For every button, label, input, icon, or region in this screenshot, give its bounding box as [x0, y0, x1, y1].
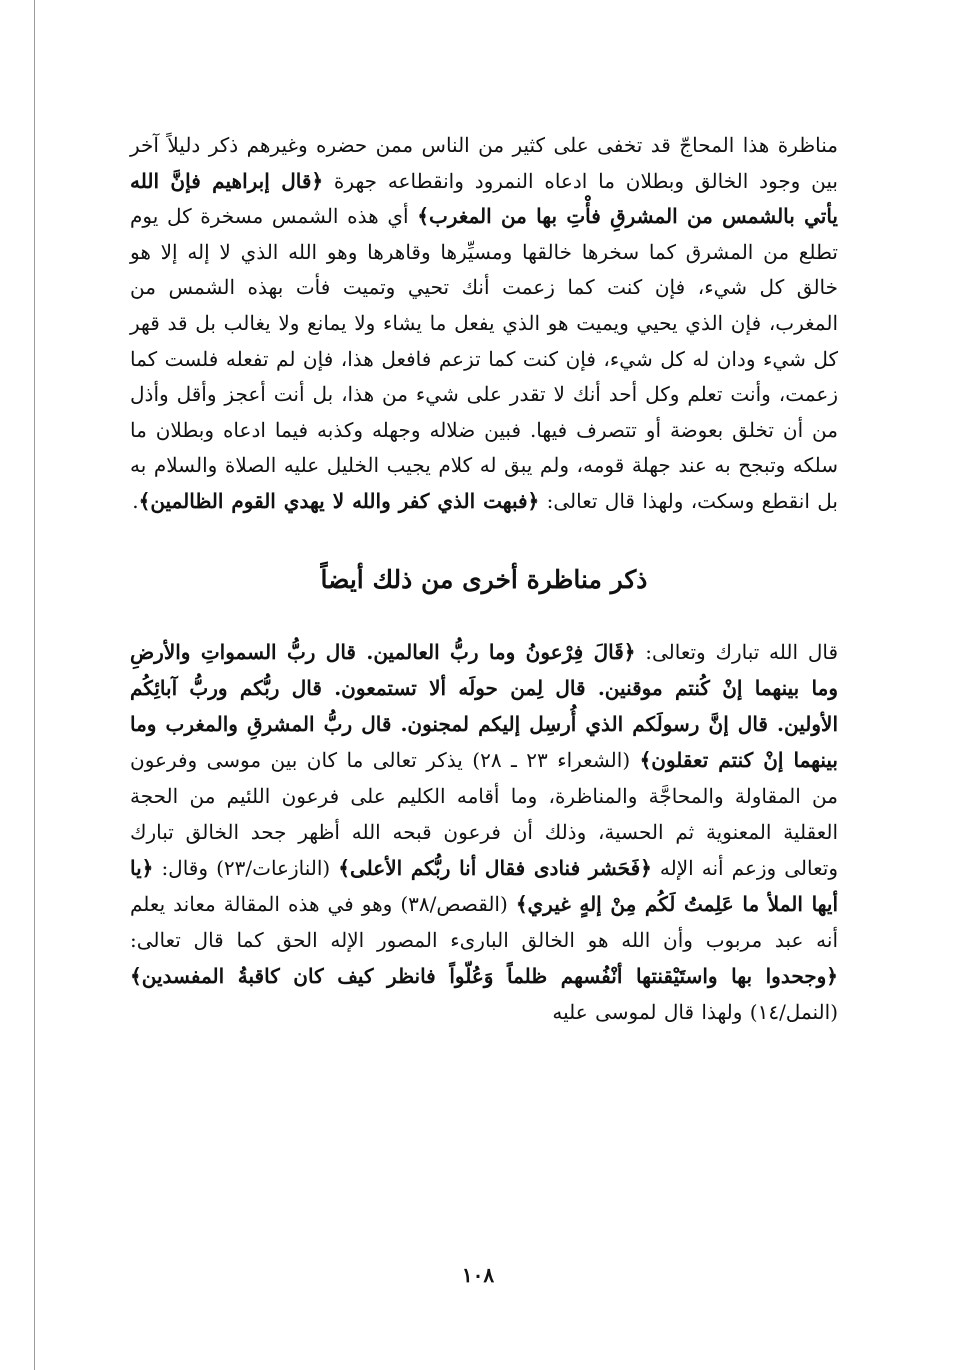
quran-quote: ﴿وجحدوا بها واستَيْقنتها أنْفُسهم ظلماً وَعُلّواً فانظر كيف كان كاقبةُ المفسدين﴾	[130, 963, 838, 988]
quran-quote: ﴿فبهت الذي كفر والله لا يهدي القوم الظالمين﴾	[138, 488, 540, 513]
paragraph-text: (القصص/٣٨) وهو في هذه المقالة معاند يعلم أنه عبد مربوب وأن الله هو الخالق البارىء المصور الإله الحق كما قال تعالى:	[130, 891, 838, 952]
paragraph-text: (النازعات/٢٣) وقال:	[153, 855, 339, 880]
page-edge-line	[34, 0, 35, 1370]
quran-quote: ﴿فَحَشر فنادى فقال أنا ربُّكم الأعلى﴾	[338, 855, 652, 880]
paragraph-text: (النمل/١٤) ولهذا قال لموسى عليه	[552, 999, 838, 1024]
paragraph-text: .	[132, 488, 139, 513]
page-content	[130, 128, 838, 1030]
paragraph-text: مناظرة هذا المحاجّ قد تخفى على كثير من الناس ممن حضره وغيرهم ذكر دليلاً آخر بين وجود الخالق وبطلان ما ادعاه النمرود وانقطاعه جهرة	[130, 133, 838, 193]
paragraph-2	[130, 634, 838, 1030]
quran-quote: ﴿يا أيها الملأ ما عَلِمتُ لَكُم مِنْ إلهٍ غيري﴾	[130, 855, 839, 916]
paragraph-text: قال الله تبارك وتعالى:	[635, 639, 838, 664]
page-number: ١٠٨	[461, 1263, 495, 1287]
quran-quote: ﴿قَالَ فِرْعونُ وما ربُّ العالمين. قال ربُّ السمواتِ والأرضِ وما بينهما إنْ كُنتم موقنين. قال لِمن حولَه ألا تستمعون. قال ربُّكم وربُّ آبائِكُم الأولين. قال إنَّ رسولَكم الذي أُرسِل إليكم لمجنون. قال ربُّ المشرقِ والمغرب وما بينهما إنْ كنتم تعقلون﴾	[130, 639, 838, 772]
paragraph-1	[130, 128, 838, 520]
paragraph-text: (الشعراء ٢٣ ـ ٢٨) يذكر تعالى ما كان بين موسى وفرعون من المقاولة والمحاجَّة والمناظرة، وما أقامه الكليم على فرعون اللئيم من الحجة العقلية المعنوية ثم الحسية، وذلك أن فرعون قبحه الله أظهر جحد الخالق تبارك وتعالى وزعم أنه الإله	[130, 747, 838, 880]
paragraph-text: أي هذه الشمس مسخرة كل يوم تطلع من المشرق كما سخرها خالقها ومسيِّرها وقاهرها وهو الله الذي لا إله إلا هو خالق كل شيء، فإن كنت كما زعمت أنك تحيي وتميت فأت بهذه الشمس من المغرب، فإن الذي يحيي ويميت هو الذي يفعل ما يشاء ولا يمانع ولا يغالب بل قد قهر كل شيء ودان له كل شيء، فإن كنت كما تزعم فافعل هذا، فإن لم تفعله فلست كما زعمت، وأنت تعلم وكل أحد أنك لا تقدر على شيء من هذا، بل أنت أعجز وأقل وأذل من أن تخلق بعوضة أو تتصرف فيها. فبين ضلاله وجهله وكذبه فيما ادعاه وبطلان ما سلكه وتبجح به عند جهلة قومه، ولم يبق له كلام يجيب الخليل عليه الصلاة والسلام به بل انقطع وسكت، ولهذا قال تعالى:	[130, 204, 839, 513]
section-heading: ذكر مناظرة أخرى من ذلك أيضاً	[320, 564, 648, 594]
quran-quote: ﴿قال إبراهيم فإنَّ الله يأتي بالشمس من المشرقِ فأْتِ بها من المغرب﴾	[130, 168, 838, 229]
